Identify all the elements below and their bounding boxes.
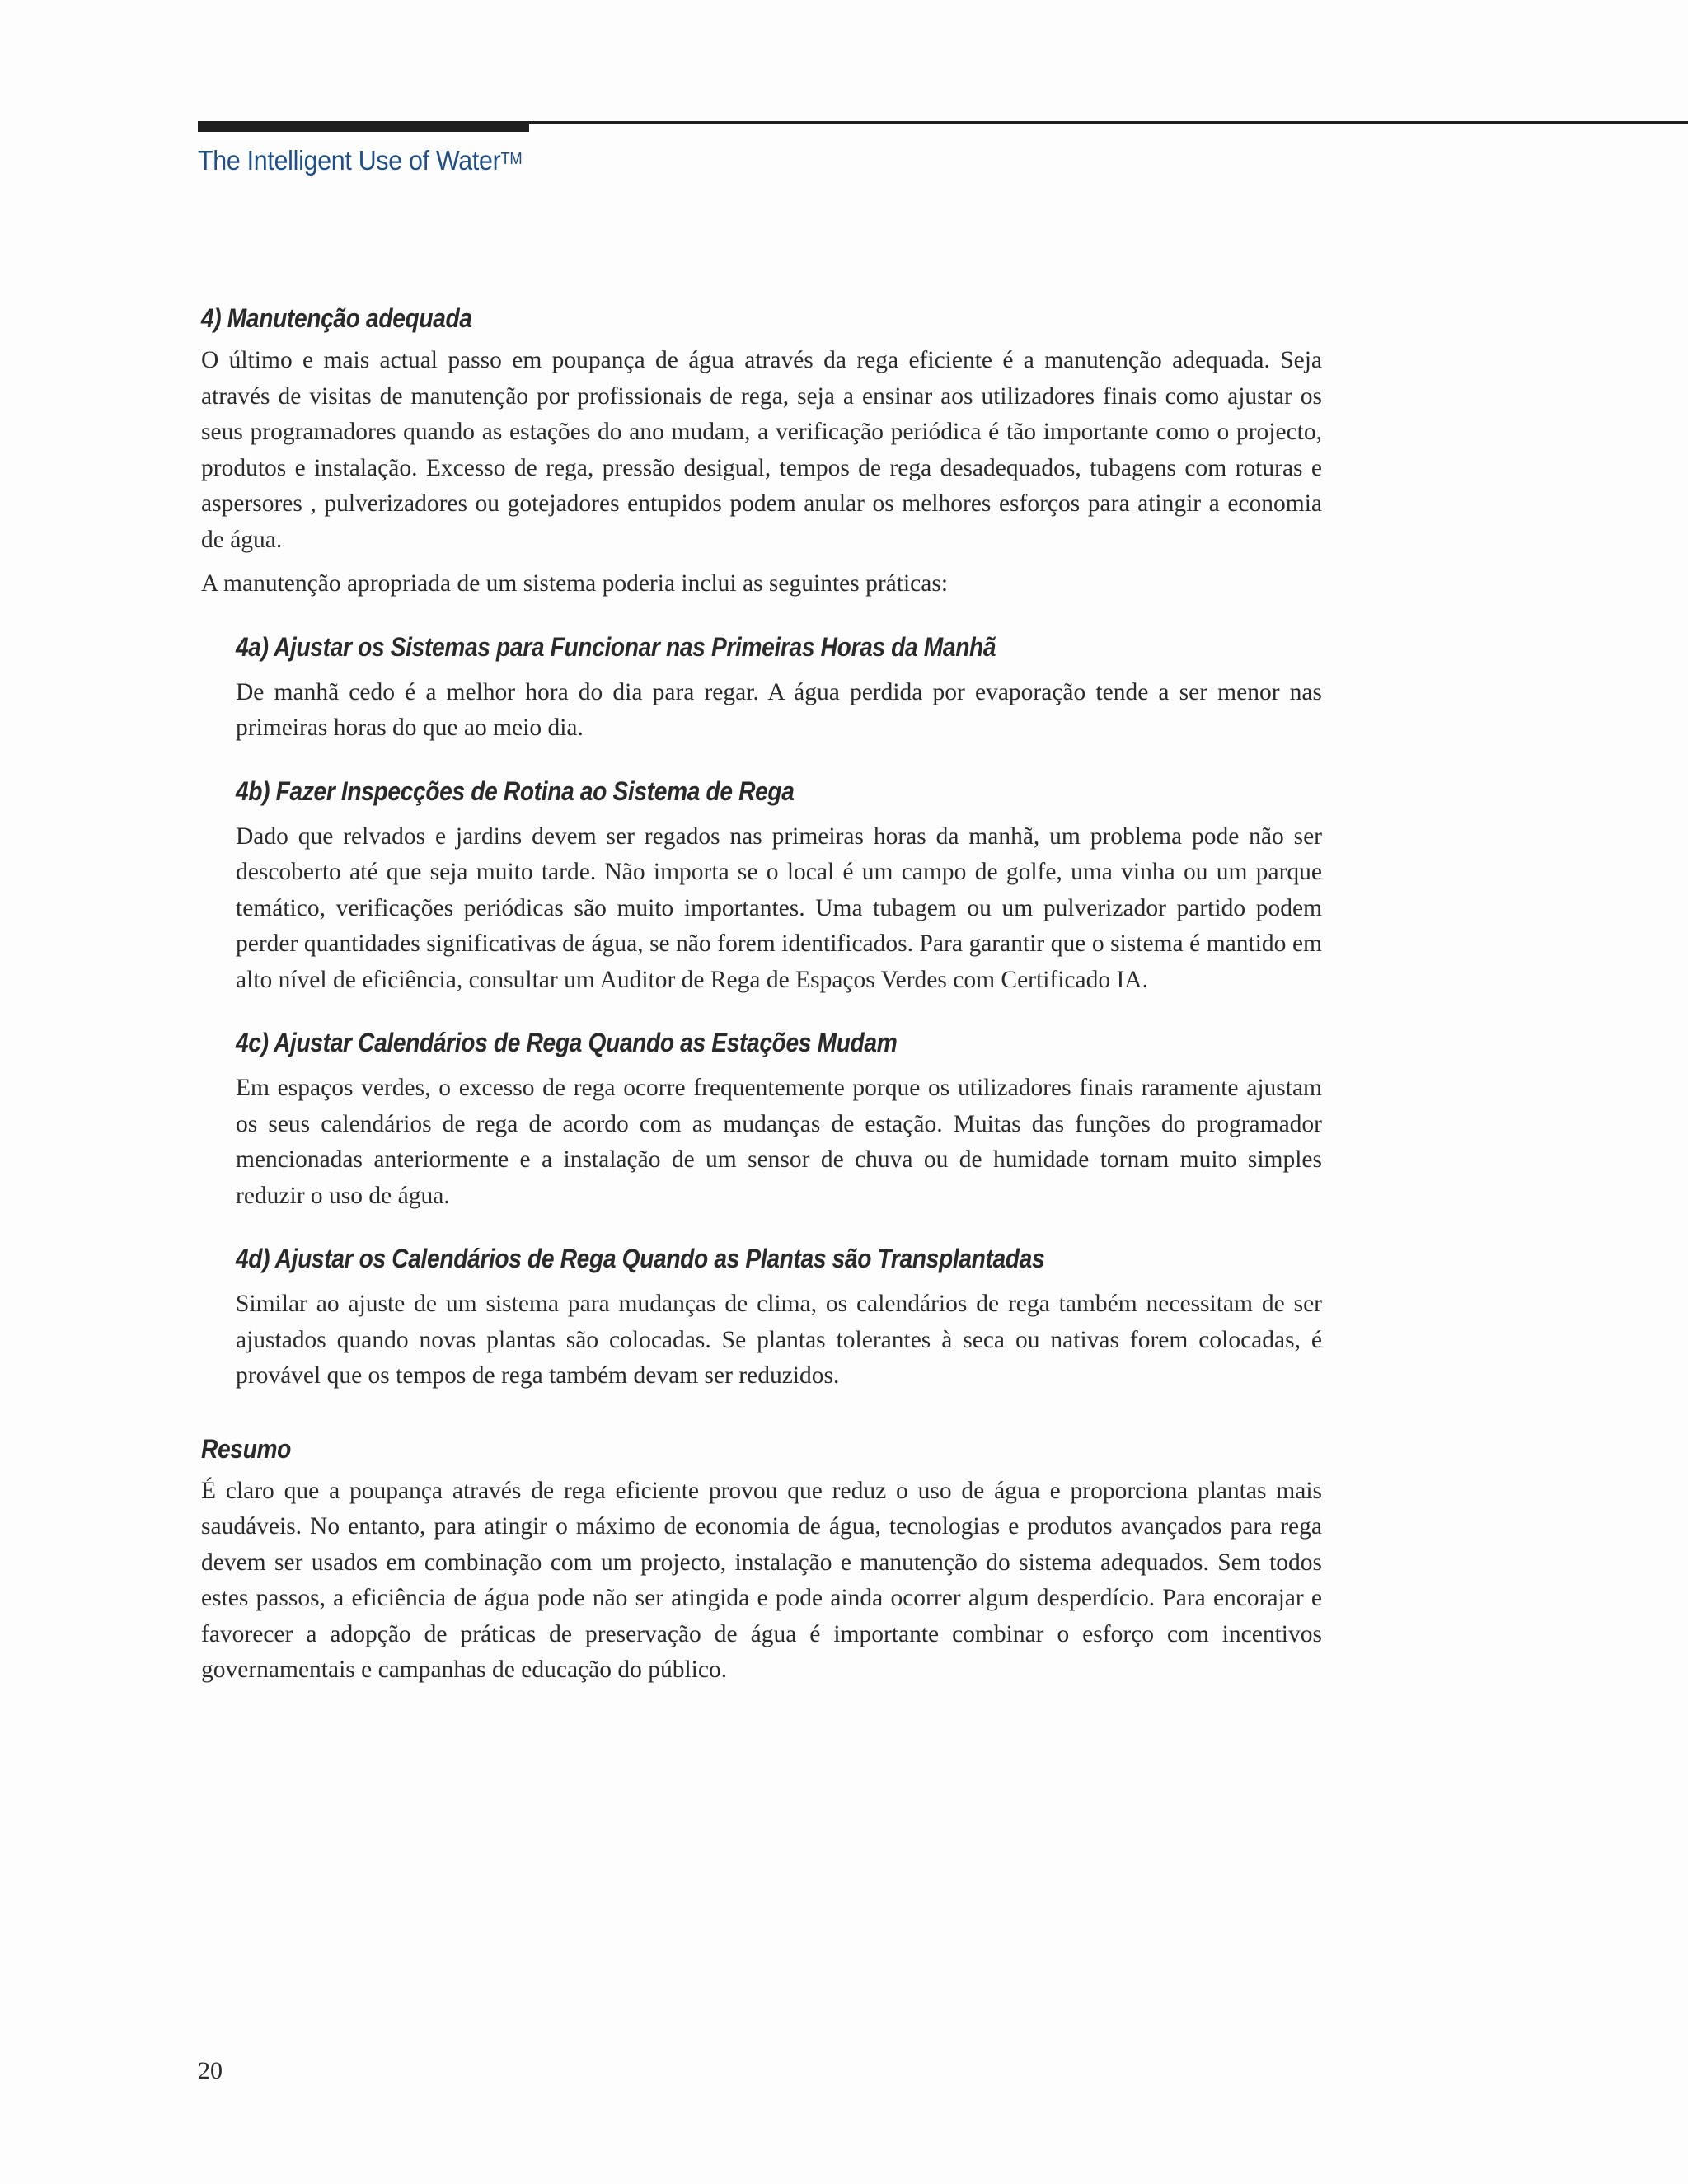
- subsection-4a: [236, 627, 1322, 747]
- section-paragraph-practices: A manutenção apropriada de um sistema poderia inclui as seguintes práticas:: [201, 570, 949, 597]
- summary-text: É claro que a poupança através de rega eficiente provou que reduz o uso de água e proporciona plantas mais saudáveis. No entanto, para atingir o máximo de economia de água, tecnologias e produtos avançados para rega devem ser usados em combinação com um projecto, instalação e manutenção do sistema adequados. Sem todos estes passos, a eficiência de água pode não ser atingida e pode ainda ocorrer algum desperdício. Para encorajar e favorecer a adopção de práticas de preservação de água é importante combinar o esforço com incentivos governamentais e campanhas de educação do público.: [201, 1477, 1322, 1683]
- subsection-heading: 4a) Ajustar os Sistemas para Funcionar nas Primeiras Horas da Manhã: [236, 631, 996, 662]
- subsection-text: Dado que relvados e jardins devem ser regados nas primeiras horas da manhã, um problema pode não ser descoberto até que seja muito tarde. Não importa se o local é um campo de golfe, uma vinha ou um parque temático, verificações periódicas são muito importantes. Uma tubagem ou um pulverizador partido podem perder quantidades significativas de água, se não forem identificados. Para garantir que o sistema é mantido em alto nível de eficiência, consultar um Auditor de Rega de Espaços Verdes com Certificado IA.: [236, 823, 1322, 993]
- brand-text: The Intelligent Use of Water: [198, 145, 501, 176]
- subsection-text: Em espaços verdes, o excesso de rega ocorre frequentemente porque os utilizadores finais raramente ajustam os seus calendários de rega de acordo com as mudanças de estação. Muitas das funções do programador mencionadas anteriormente e a instalação de um sensor de chuva ou de humidade tornam muito simples reduzir o uso de água.: [236, 1075, 1322, 1209]
- section-paragraph-intro: O último e mais actual passo em poupança de água através da rega eficiente é a manutenção adequada. Seja através de visitas de manutenção por profissionais de rega, seja a ensinar aos utilizadores finais como ajustar os seus programadores quando as estações do ano mudam, a verificação periódica é tão importante como o projecto, produtos e instalação. Excesso de rega, pressão desigual, tempos de rega desadequados, tubagens com roturas e aspersores , pulverizadores ou gotejadores entupidos podem anular os melhores esforços para atingir a economia de água.: [201, 347, 1322, 553]
- header-rule-accent: [198, 121, 529, 132]
- subsection-4d: [236, 1239, 1322, 1394]
- section-heading-maintenance: 4) Manutenção adequada: [201, 303, 472, 333]
- subsection-4c: [236, 1023, 1322, 1214]
- subsection-text: Similar ao ajuste de um sistema para mudanças de clima, os calendários de rega também necessitam de ser ajustados quando novas plantas são colocadas. Se plantas tolerantes à seca ou nativas forem colocadas, é provável que os tempos de rega também devam ser reduzidos.: [236, 1291, 1322, 1389]
- trademark-mark: TM: [500, 150, 523, 168]
- summary-heading: Resumo: [201, 1433, 291, 1464]
- page-content: [201, 298, 1322, 1689]
- subsection-text: De manhã cedo é a melhor hora do dia para regar. A água perdida por evaporação tende a ser menor nas primeiras horas do que ao meio dia.: [236, 678, 1322, 741]
- subsection-4b: [236, 771, 1322, 999]
- subsection-heading: 4b) Fazer Inspecções de Rotina ao Sistema de Rega: [236, 776, 795, 806]
- page-number: 20: [198, 2057, 223, 2084]
- subsection-heading: 4c) Ajustar Calendários de Rega Quando as Estações Mudam: [236, 1028, 898, 1057]
- subsection-heading: 4d) Ajustar os Calendários de Rega Quando as Plantas são Transplantadas: [236, 1244, 1045, 1273]
- brand-title: [198, 145, 522, 176]
